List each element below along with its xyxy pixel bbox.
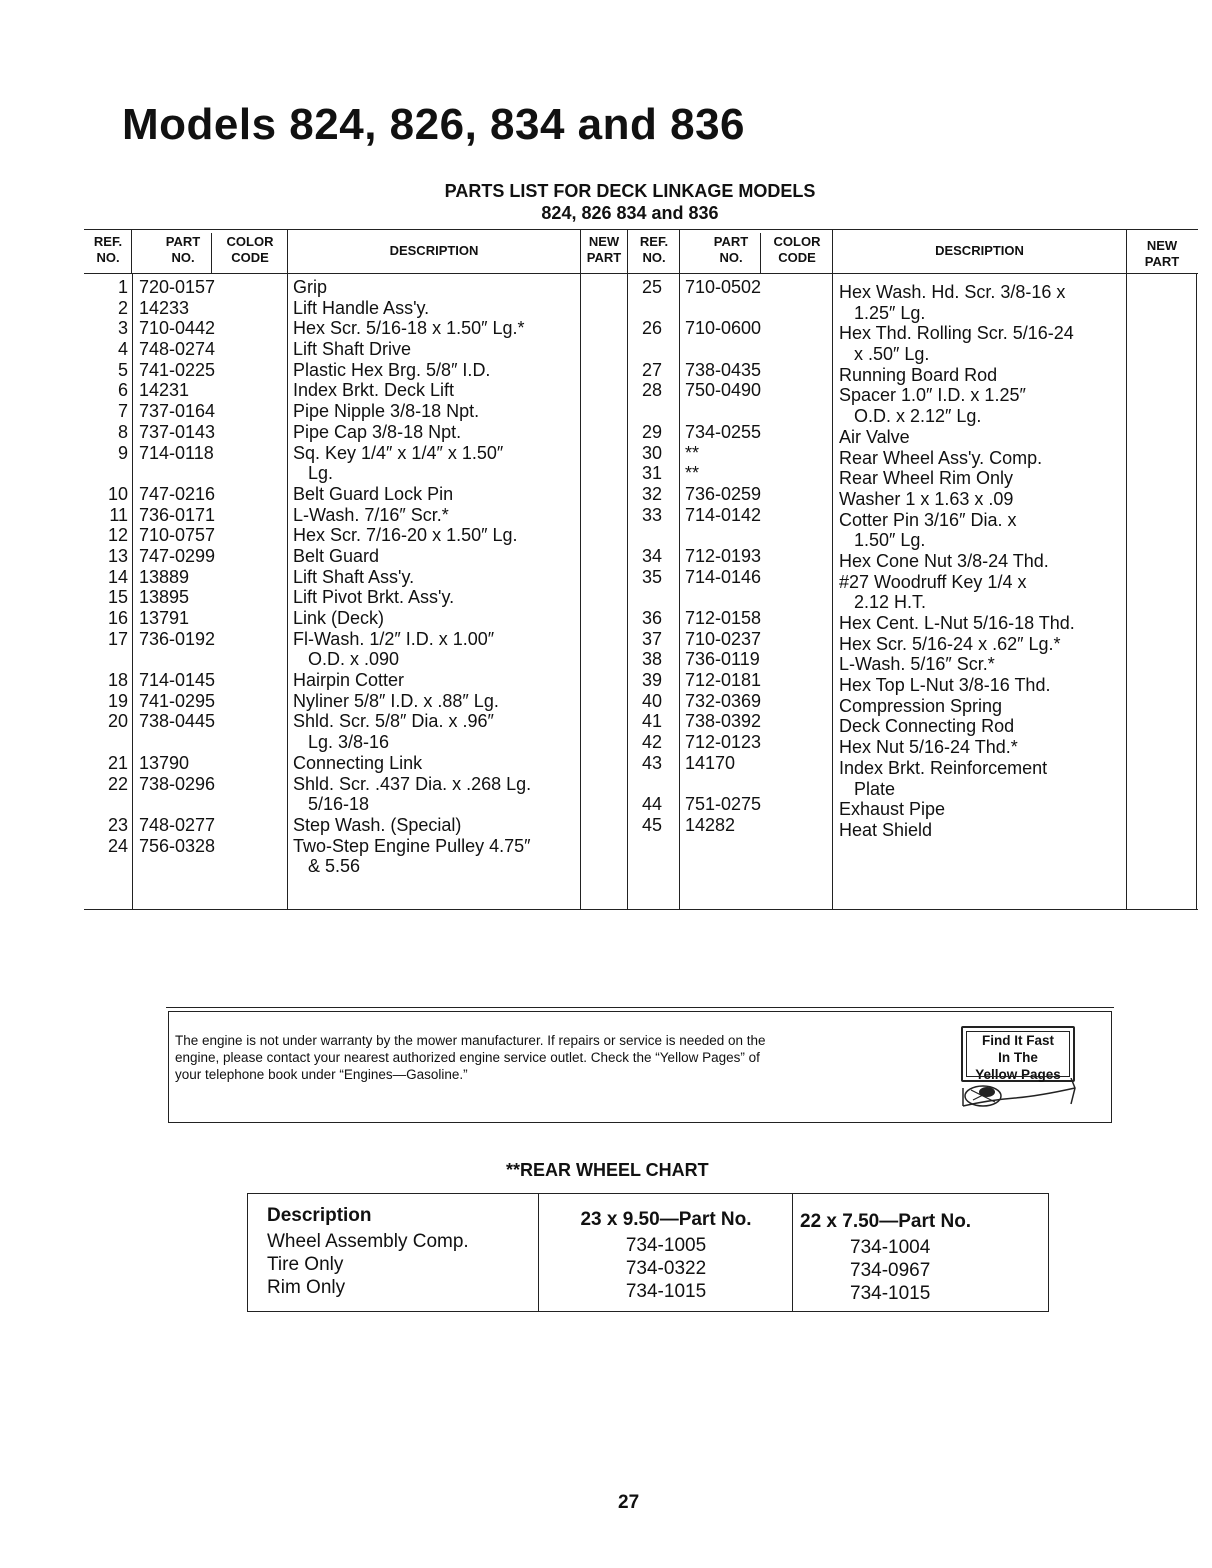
divider: [1196, 273, 1197, 909]
list-item: 19: [107, 690, 128, 711]
list-item: 14170: [685, 752, 736, 773]
right-part-column: [685, 277, 831, 836]
list-item: 1: [117, 277, 128, 297]
list-item: Pipe Cap 3/8-18 Npt.: [293, 421, 462, 442]
list-item: 6: [117, 380, 128, 401]
header-new-part: [581, 234, 627, 266]
find-text: Yellow Pages: [975, 1067, 1061, 1082]
list-item: Lift Pivot Brkt. Ass'y.: [293, 587, 455, 608]
list-item: 42: [641, 732, 662, 753]
list-item: 734-0255: [685, 421, 762, 442]
list-item: 736-0119: [685, 649, 760, 670]
list-item: 12: [107, 525, 128, 546]
header-color-code-right: [762, 234, 832, 266]
header-text: NO.: [96, 250, 120, 265]
list-item: Running Board Rod: [839, 364, 998, 385]
list-item: 748-0277: [139, 814, 216, 835]
list-item: 738-0296: [139, 773, 216, 794]
list-item: 712-0123: [685, 732, 762, 753]
list-item: [628, 401, 662, 422]
find-text: In The: [998, 1050, 1038, 1065]
header-ref-no-right: [628, 234, 680, 266]
divider: [538, 1194, 539, 1311]
page-number: 27: [618, 1492, 640, 1513]
list-item: 45: [641, 814, 662, 835]
list-item: 741-0225: [139, 359, 216, 380]
list-item: [628, 587, 662, 608]
list-item: 13895: [139, 587, 190, 608]
list-item: 9: [117, 442, 128, 463]
header-text: NEW: [1146, 238, 1178, 253]
list-item: 714-0145: [139, 670, 216, 691]
list-item: 736-0171: [139, 504, 216, 525]
header-text: CODE: [231, 250, 269, 265]
list-item: Hex Scr. 7/16-20 x 1.50″ Lg.: [293, 525, 518, 546]
list-item: 32: [641, 483, 662, 504]
list-item: 33: [641, 504, 662, 525]
header-text: NEW: [588, 234, 620, 249]
list-item: 712-0181: [685, 670, 762, 691]
list-item: Lg.: [293, 463, 334, 484]
header-description-right: DESCRIPTION: [935, 243, 1024, 258]
list-item: 738-0445: [139, 711, 216, 732]
list-item: Exhaust Pipe: [839, 799, 946, 820]
list-item: 750-0490: [685, 380, 762, 401]
list-item: 39: [641, 670, 662, 691]
list-item: 13790: [139, 752, 190, 773]
list-item: 35: [641, 566, 662, 587]
list-item: 710-0757: [139, 525, 216, 546]
warranty-notice-text: [175, 1032, 965, 1083]
list-item: 710-0600: [685, 318, 762, 339]
left-description-column: [293, 277, 583, 877]
list-item: Hairpin Cotter: [293, 670, 405, 691]
header-text: PART: [586, 250, 622, 265]
list-item: 2: [117, 297, 128, 318]
list-item: Hex Cent. L-Nut 5/16-18 Thd.: [839, 613, 1075, 633]
header-text: NO.: [642, 250, 666, 265]
list-item: 18: [107, 670, 128, 691]
list-item: Hex Cone Nut 3/8-24 Thd.: [839, 550, 1049, 571]
header-text: CODE: [778, 250, 816, 265]
warranty-notice-box: [168, 1011, 1112, 1123]
divider: [832, 229, 833, 909]
list-item: 40: [641, 690, 662, 711]
list-item: Lift Handle Ass'y.: [293, 297, 430, 318]
list-item: 738-0392: [685, 711, 762, 732]
list-item: [685, 587, 831, 608]
list-item: 25: [641, 277, 662, 297]
header-text: PART: [165, 234, 201, 249]
list-item: Spacer 1.0″ I.D. x 1.25″: [839, 385, 1026, 406]
header-part-no-right: [702, 234, 760, 266]
list-item: [628, 298, 662, 319]
list-item: Index Brkt. Deck Lift: [293, 380, 455, 401]
divider: [287, 229, 288, 909]
list-item: Hex Nut 5/16-24 Thd.*: [839, 737, 1018, 758]
part-number: 734-0967: [850, 1260, 931, 1281]
list-item: Hex Thd. Rolling Scr. 5/16-24: [839, 323, 1074, 344]
list-item: Heat Shield: [839, 819, 933, 840]
list-item: **: [685, 463, 700, 484]
table-bottom-rule: [84, 909, 1198, 910]
list-item: 23: [107, 814, 128, 835]
list-item: [685, 339, 831, 360]
list-item: 5/16-18: [293, 794, 370, 815]
list-item: Step Wash. (Special): [293, 814, 462, 835]
part-number: 734-0322: [625, 1258, 707, 1279]
subtitle-line-2: 824, 826 834 and 836: [541, 203, 719, 223]
list-item: Belt Guard: [293, 545, 380, 566]
header-ref-no: [84, 234, 132, 266]
list-item: O.D. x .090: [293, 649, 400, 670]
list-item: 738-0435: [685, 359, 762, 380]
column-header: 22 x 7.50—Part No.: [800, 1211, 972, 1232]
list-item: 20: [107, 711, 128, 732]
header-new-part-right: [1127, 238, 1197, 270]
list-item: 30: [641, 442, 662, 463]
yellow-pages-badge: [959, 1026, 1079, 1098]
wheel-description: Wheel Assembly Comp.: [267, 1231, 469, 1252]
list-item: Sq. Key 1/4″ x 1/4″ x 1.50″: [293, 442, 504, 463]
right-description-column: [839, 282, 1129, 841]
header-text: PART: [1144, 254, 1180, 269]
list-item: 27: [641, 359, 662, 380]
list-item: 11: [109, 504, 128, 525]
list-item: 38: [641, 649, 662, 670]
list-item: 8: [117, 421, 128, 442]
list-item: 29: [641, 421, 662, 442]
part-number: 734-1015: [625, 1281, 707, 1302]
wheel-description: Rim Only: [267, 1277, 346, 1298]
find-it-fast-box: [961, 1026, 1075, 1082]
header-text: REF.: [639, 234, 669, 249]
left-ref-column: [84, 277, 128, 856]
column-header: Description: [267, 1205, 372, 1226]
right-ref-column: [628, 277, 662, 836]
table-header-rule: [84, 273, 1198, 274]
list-item: Grip: [293, 277, 328, 297]
wheel-23-column: [540, 1208, 792, 1311]
list-item: 747-0299: [139, 545, 216, 566]
list-item: 15: [107, 587, 128, 608]
list-item: 714-0146: [685, 566, 762, 587]
warranty-line: your telephone book under “Engines—Gasoline.”: [175, 1067, 468, 1082]
rear-wheel-chart-title: **REAR WHEEL CHART: [506, 1160, 709, 1180]
wheel-description-column: [267, 1204, 537, 1311]
list-item: 751-0275: [685, 794, 762, 815]
list-item: [84, 649, 128, 670]
list-item: O.D. x 2.12″ Lg.: [839, 406, 982, 427]
wheel-description: Tire Only: [267, 1254, 344, 1275]
list-item: Lift Shaft Drive: [293, 339, 412, 360]
list-item: [84, 463, 128, 484]
list-item: 720-0157: [139, 277, 216, 297]
list-item: Hex Wash. Hd. Scr. 3/8-16 x: [839, 282, 1066, 302]
list-item: 712-0158: [685, 608, 762, 628]
list-item: Two-Step Engine Pulley 4.75″: [293, 835, 531, 856]
list-item: Compression Spring: [839, 695, 1003, 716]
divider: [760, 233, 761, 273]
list-item: 737-0143: [139, 421, 216, 442]
find-text: Find It Fast: [982, 1033, 1054, 1048]
list-item: #27 Woodruff Key 1/4 x: [839, 571, 1027, 592]
list-item: 712-0193: [685, 545, 762, 566]
wheel-22-column: [794, 1210, 994, 1311]
list-item: 714-0142: [685, 504, 762, 525]
part-number: 734-1015: [850, 1283, 931, 1304]
list-item: L-Wash. 5/16″ Scr.*: [839, 654, 995, 675]
list-item: 1.50″ Lg.: [839, 530, 926, 551]
list-item: Pipe Nipple 3/8-18 Npt.: [293, 401, 480, 422]
list-item: 2.12 H.T.: [839, 592, 927, 613]
header-text: NO.: [171, 250, 195, 265]
list-item: [139, 463, 285, 484]
list-item: Plastic Hex Brg. 5/8″ I.D.: [293, 359, 491, 380]
list-item: 710-0237: [685, 628, 762, 649]
list-item: Index Brkt. Reinforcement: [839, 757, 1048, 778]
list-item: 714-0118: [139, 442, 214, 463]
list-item: 737-0164: [139, 401, 216, 422]
part-number: 734-1004: [850, 1237, 931, 1258]
list-item: 5: [117, 359, 128, 380]
list-item: 22: [107, 773, 128, 794]
divider: [679, 229, 680, 909]
header-text: NO.: [719, 250, 743, 265]
header-text: REF.: [93, 234, 123, 249]
list-item: 4: [117, 339, 128, 360]
list-item: Rear Wheel Rim Only: [839, 468, 1014, 489]
list-item: 34: [641, 545, 662, 566]
list-item: 16: [107, 608, 128, 628]
list-item: 736-0192: [139, 628, 216, 649]
list-item: 732-0369: [685, 690, 762, 711]
table-top-rule: [84, 229, 1198, 230]
list-item: [628, 339, 662, 360]
part-number: 734-1005: [625, 1235, 707, 1256]
list-item: [685, 298, 831, 319]
list-item: 24: [107, 835, 128, 856]
list-item: 28: [641, 380, 662, 401]
page-title: Models 824, 826, 834 and 836: [122, 100, 746, 149]
list-item: 21: [107, 752, 128, 773]
parts-table: [84, 229, 1198, 911]
list-item: Lift Shaft Ass'y.: [293, 566, 415, 587]
list-item: [628, 525, 662, 546]
list-item: Cotter Pin 3/16″ Dia. x: [839, 509, 1017, 530]
list-item: 13889: [139, 566, 190, 587]
list-item: Fl-Wash. 1/2″ I.D. x 1.00″: [293, 628, 495, 649]
header-text: PART: [713, 234, 749, 249]
list-item: 14: [107, 566, 128, 587]
list-item: Rear Wheel Ass'y. Comp.: [839, 447, 1043, 468]
rear-wheel-chart: [247, 1193, 1049, 1312]
column-header: 23 x 9.50—Part No.: [580, 1209, 752, 1230]
list-item: Connecting Link: [293, 752, 423, 773]
parts-list-subtitle: [0, 180, 1212, 224]
list-item: 7: [117, 401, 128, 422]
warranty-line: The engine is not under warranty by the mower manufacturer. If repairs or service is needed on the: [175, 1033, 766, 1048]
header-description: DESCRIPTION: [389, 243, 479, 258]
list-item: [628, 774, 662, 795]
list-item: & 5.56: [293, 856, 361, 877]
list-item: 37: [641, 628, 662, 649]
list-item: Shld. Scr. 5/8″ Dia. x .96″: [293, 711, 494, 732]
list-item: 17: [107, 628, 128, 649]
header-text: COLOR: [773, 234, 821, 249]
list-item: 748-0274: [139, 339, 216, 360]
subtitle-line-1: PARTS LIST FOR DECK LINKAGE MODELS: [444, 181, 816, 201]
list-item: [139, 732, 285, 753]
list-item: Shld. Scr. .437 Dia. x .268 Lg.: [293, 773, 532, 794]
list-item: 13791: [139, 608, 190, 628]
divider: [132, 273, 133, 909]
list-item: Deck Connecting Rod: [839, 716, 1015, 737]
list-item: 710-0502: [685, 277, 762, 297]
list-item: [685, 774, 831, 795]
list-item: 14282: [685, 814, 736, 835]
list-item: 3: [117, 318, 128, 339]
list-item: Hex Top L-Nut 3/8-16 Thd.: [839, 675, 1051, 696]
list-item: [685, 401, 831, 422]
list-item: Hex Scr. 5/16-18 x 1.50″ Lg.*: [293, 318, 525, 339]
list-item: 756-0328: [139, 835, 216, 856]
list-item: [84, 732, 128, 753]
header-text: COLOR: [226, 234, 274, 249]
list-item: [139, 794, 285, 815]
list-item: x .50″ Lg.: [839, 344, 930, 365]
list-item: Plate: [839, 778, 896, 799]
left-part-column: [139, 277, 285, 856]
list-item: 10: [107, 483, 128, 504]
list-item: 1.25″ Lg.: [839, 302, 926, 323]
list-item: 14231: [139, 380, 190, 401]
list-item: 26: [641, 318, 662, 339]
list-item: [84, 794, 128, 815]
list-item: 13: [107, 545, 128, 566]
list-item: 36: [641, 608, 662, 628]
list-item: Link (Deck): [293, 608, 385, 628]
list-item: 710-0442: [139, 318, 216, 339]
list-item: Nyliner 5/8″ I.D. x .88″ Lg.: [293, 690, 499, 711]
list-item: 43: [641, 752, 662, 773]
list-item: 14233: [139, 297, 190, 318]
telephone-icon: [959, 1078, 1079, 1112]
list-item: [685, 525, 831, 546]
list-item: Washer 1 x 1.63 x .09: [839, 488, 1014, 509]
list-item: Lg. 3/8-16: [293, 732, 390, 753]
header-color-code: [214, 234, 286, 266]
list-item: Air Valve: [839, 426, 910, 447]
list-item: 747-0216: [139, 483, 216, 504]
list-item: 31: [641, 463, 662, 484]
list-item: [139, 649, 285, 670]
list-item: Belt Guard Lock Pin: [293, 483, 454, 504]
list-item: 736-0259: [685, 483, 762, 504]
list-item: **: [685, 442, 700, 463]
header-part-no: [154, 234, 212, 266]
list-item: 41: [641, 711, 662, 732]
list-item: 44: [641, 794, 662, 815]
list-item: Hex Scr. 5/16-24 x .62″ Lg.*: [839, 633, 1061, 654]
divider: [792, 1194, 793, 1311]
list-item: L-Wash. 7/16″ Scr.*: [293, 504, 449, 525]
list-item: 741-0295: [139, 690, 216, 711]
warranty-line: engine, please contact your nearest authorized engine service outlet. Check the “Yellow Pages” of: [175, 1050, 760, 1065]
